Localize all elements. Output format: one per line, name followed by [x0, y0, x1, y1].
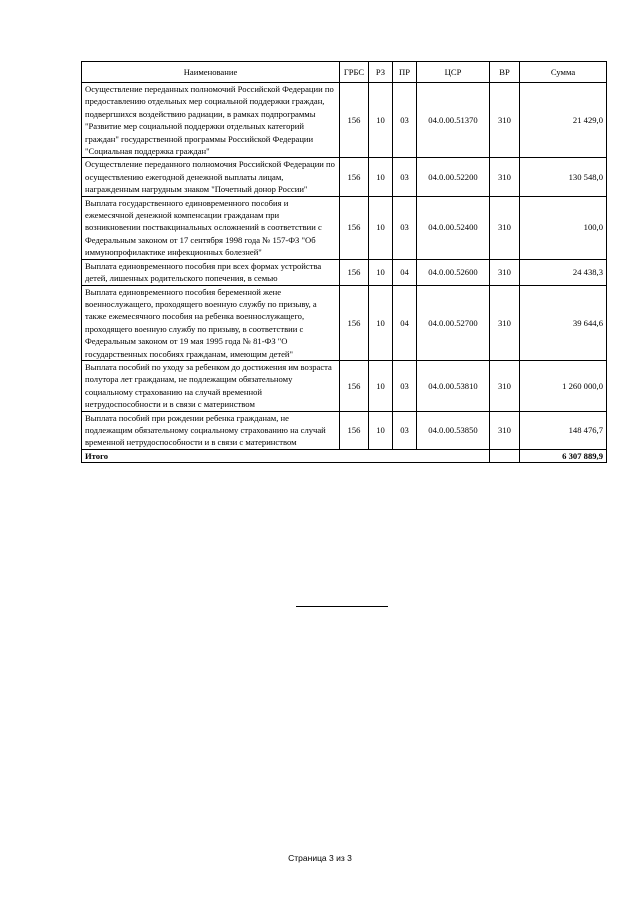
table-row: [82, 196, 607, 259]
row-csr: 04.0.00.53810: [417, 360, 490, 411]
row-name: Выплата единовременного пособия при всех формах устройства детей, лишенных родительского попечения, в семью: [82, 259, 340, 285]
row-rz: 10: [369, 285, 393, 360]
row-csr: 04.0.00.52400: [417, 196, 490, 259]
row-sum: 21 429,0: [520, 83, 607, 158]
header-name: Наименование: [82, 62, 340, 83]
table-row: [82, 158, 607, 196]
row-csr: 04.0.00.51370: [417, 83, 490, 158]
header-sum: Сумма: [520, 62, 607, 83]
table-row: [82, 411, 607, 449]
row-grbs: 156: [340, 360, 369, 411]
row-csr: 04.0.00.52600: [417, 259, 490, 285]
row-name: Выплата пособий при рождении ребенка гражданам, не подлежащим обязательному социальному страхованию на случай временной нетрудоспособности и в связи с материнством: [82, 411, 340, 449]
row-name: Выплата пособий по уходу за ребенком до достижения им возраста полутора лет гражданам, не подлежащим обязательному социальному страхованию на случай временной нетрудоспособности и в связи с материнством: [82, 360, 340, 411]
budget-table: [81, 61, 607, 463]
table-row: [82, 360, 607, 411]
header-grbs: ГРБС: [340, 62, 369, 83]
total-row: [82, 449, 607, 462]
row-sum: 1 260 000,0: [520, 360, 607, 411]
header-csr: ЦСР: [417, 62, 490, 83]
row-grbs: 156: [340, 259, 369, 285]
row-rz: 10: [369, 259, 393, 285]
row-csr: 04.0.00.52200: [417, 158, 490, 196]
row-csr: 04.0.00.53850: [417, 411, 490, 449]
row-sum: 148 476,7: [520, 411, 607, 449]
row-pr: 04: [393, 259, 417, 285]
total-empty-cell: [490, 449, 520, 462]
row-sum: 39 644,6: [520, 285, 607, 360]
row-pr: 03: [393, 360, 417, 411]
row-rz: 10: [369, 411, 393, 449]
row-name: Выплата единовременного пособия беременной жене военнослужащего, проходящего военную службу по призыву, а также ежемесячного пособия на ребенка военнослужащего, проходящего военную службу по призыву, в соответствии с Федеральным законом от 19 мая 1995 года № 81-ФЗ "О государственных пособиях гражданам, имеющим детей": [82, 285, 340, 360]
total-label: Итого: [82, 449, 490, 462]
row-vr: 310: [490, 83, 520, 158]
row-sum: 130 548,0: [520, 158, 607, 196]
row-vr: 310: [490, 158, 520, 196]
row-pr: 03: [393, 196, 417, 259]
row-sum: 24 438,3: [520, 259, 607, 285]
row-sum: 100,0: [520, 196, 607, 259]
header-rz: РЗ: [369, 62, 393, 83]
row-csr: 04.0.00.52700: [417, 285, 490, 360]
row-rz: 10: [369, 158, 393, 196]
separator-line: [296, 606, 388, 607]
row-grbs: 156: [340, 158, 369, 196]
row-rz: 10: [369, 83, 393, 158]
row-vr: 310: [490, 196, 520, 259]
header-pr: ПР: [393, 62, 417, 83]
row-grbs: 156: [340, 285, 369, 360]
row-vr: 310: [490, 259, 520, 285]
row-grbs: 156: [340, 83, 369, 158]
row-vr: 310: [490, 360, 520, 411]
page-number: Страница 3 из 3: [288, 853, 352, 863]
table-row: [82, 83, 607, 158]
row-rz: 10: [369, 196, 393, 259]
row-pr: 03: [393, 411, 417, 449]
row-name: Осуществление переданных полномочий Российской Федерации по предоставлению отдельных мер социальной поддержки граждан, подвергшихся воздействию радиации, в рамках подпрограммы "Развитие мер социальной поддержки отдельных категорий граждан" государственной программы Российской Федерации "Социальная поддержка граждан": [82, 83, 340, 158]
row-name: Осуществление переданного полномочия Российской Федерации по осуществлению ежегодной денежной выплаты лицам, награжденным нагрудным знаком "Почетный донор России": [82, 158, 340, 196]
row-pr: 04: [393, 285, 417, 360]
row-rz: 10: [369, 360, 393, 411]
row-name: Выплата государственного единовременного пособия и ежемесячной денежной компенсации гражданам при возникновении поствакцинальных осложнений в соответствии с Федеральным законом от 17 сентября 1998 года № 157-ФЗ "Об иммунопрофилактике инфекционных болезней": [82, 196, 340, 259]
row-vr: 310: [490, 285, 520, 360]
table-row: [82, 285, 607, 360]
row-pr: 03: [393, 158, 417, 196]
table-row: [82, 259, 607, 285]
row-pr: 03: [393, 83, 417, 158]
row-grbs: 156: [340, 196, 369, 259]
row-vr: 310: [490, 411, 520, 449]
table-header-row: [82, 62, 607, 83]
total-sum: 6 307 889,9: [520, 449, 607, 462]
header-vr: ВР: [490, 62, 520, 83]
row-grbs: 156: [340, 411, 369, 449]
